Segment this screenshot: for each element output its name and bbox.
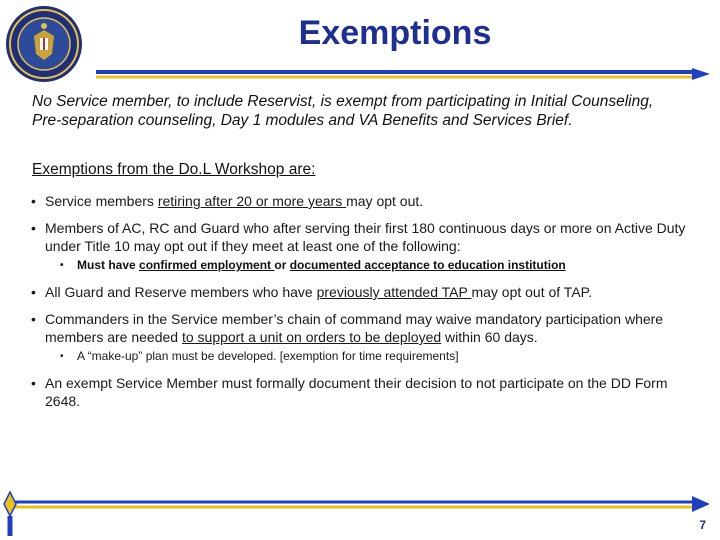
list-item-commanders — [30, 310, 690, 346]
exemptions-subheading — [32, 160, 315, 179]
bullet-text: Must have — [77, 258, 140, 272]
bullet-underlined: documented acceptance to education institution — [289, 258, 566, 272]
bullet-text: All Guard and Reserve members who have — [45, 284, 317, 300]
sub-item-employment — [58, 258, 690, 273]
page-number: 7 — [699, 518, 706, 532]
bullet-underlined: to support a unit on orders to be deployed — [181, 329, 442, 345]
intro-paragraph: No Service member, to include Reservist, is exempt from participating in Initial Counseling, Pre-separation counseling, Day 1 modules and VA Benefits and Services Brief. — [32, 93, 654, 129]
subheading-text: Exemptions from the Do.L Workshop are: — [32, 161, 316, 178]
bullet-text: Commanders in the Service member’s chain of command may waive mandatory participation where members are needed — [45, 311, 664, 345]
list-item-retiring — [30, 192, 690, 210]
bullet-text: or — [274, 258, 290, 272]
sub-item-make-up-plan — [58, 349, 690, 364]
bullet-text: Members of AC, RC and Guard who after serving their first 180 continuous days or more on Active Duty under Title 10 may opt out if they meet at least one of the following: — [45, 220, 686, 254]
list-item-active-duty — [30, 219, 690, 255]
exemption-list — [30, 192, 690, 419]
list-item-guard-reserve — [30, 283, 690, 301]
bullet-text: may opt out. — [346, 193, 424, 209]
title-underline-arrow — [96, 68, 710, 82]
bullet-underlined: previously attended TAP — [316, 284, 472, 300]
bullet-underlined: confirmed employment — [139, 258, 275, 272]
bullet-text: An exempt Service Member must formally document their decision to not participate on the DD Form 2648. — [45, 375, 668, 409]
list-item-document-decision — [30, 374, 690, 410]
bullet-text: within 60 days. — [441, 329, 538, 345]
bullet-text: Service members — [45, 193, 158, 209]
bullet-text: A “make-up” plan must be developed. [exemption for time requirements] — [77, 349, 459, 363]
bullet-underlined: retiring after 20 or more years — [157, 193, 347, 209]
footer-arrow-rule — [0, 488, 720, 536]
department-seal-logo — [4, 4, 84, 84]
slide-title: Exemptions — [298, 14, 492, 52]
bullet-text: may opt out of TAP. — [471, 284, 593, 300]
